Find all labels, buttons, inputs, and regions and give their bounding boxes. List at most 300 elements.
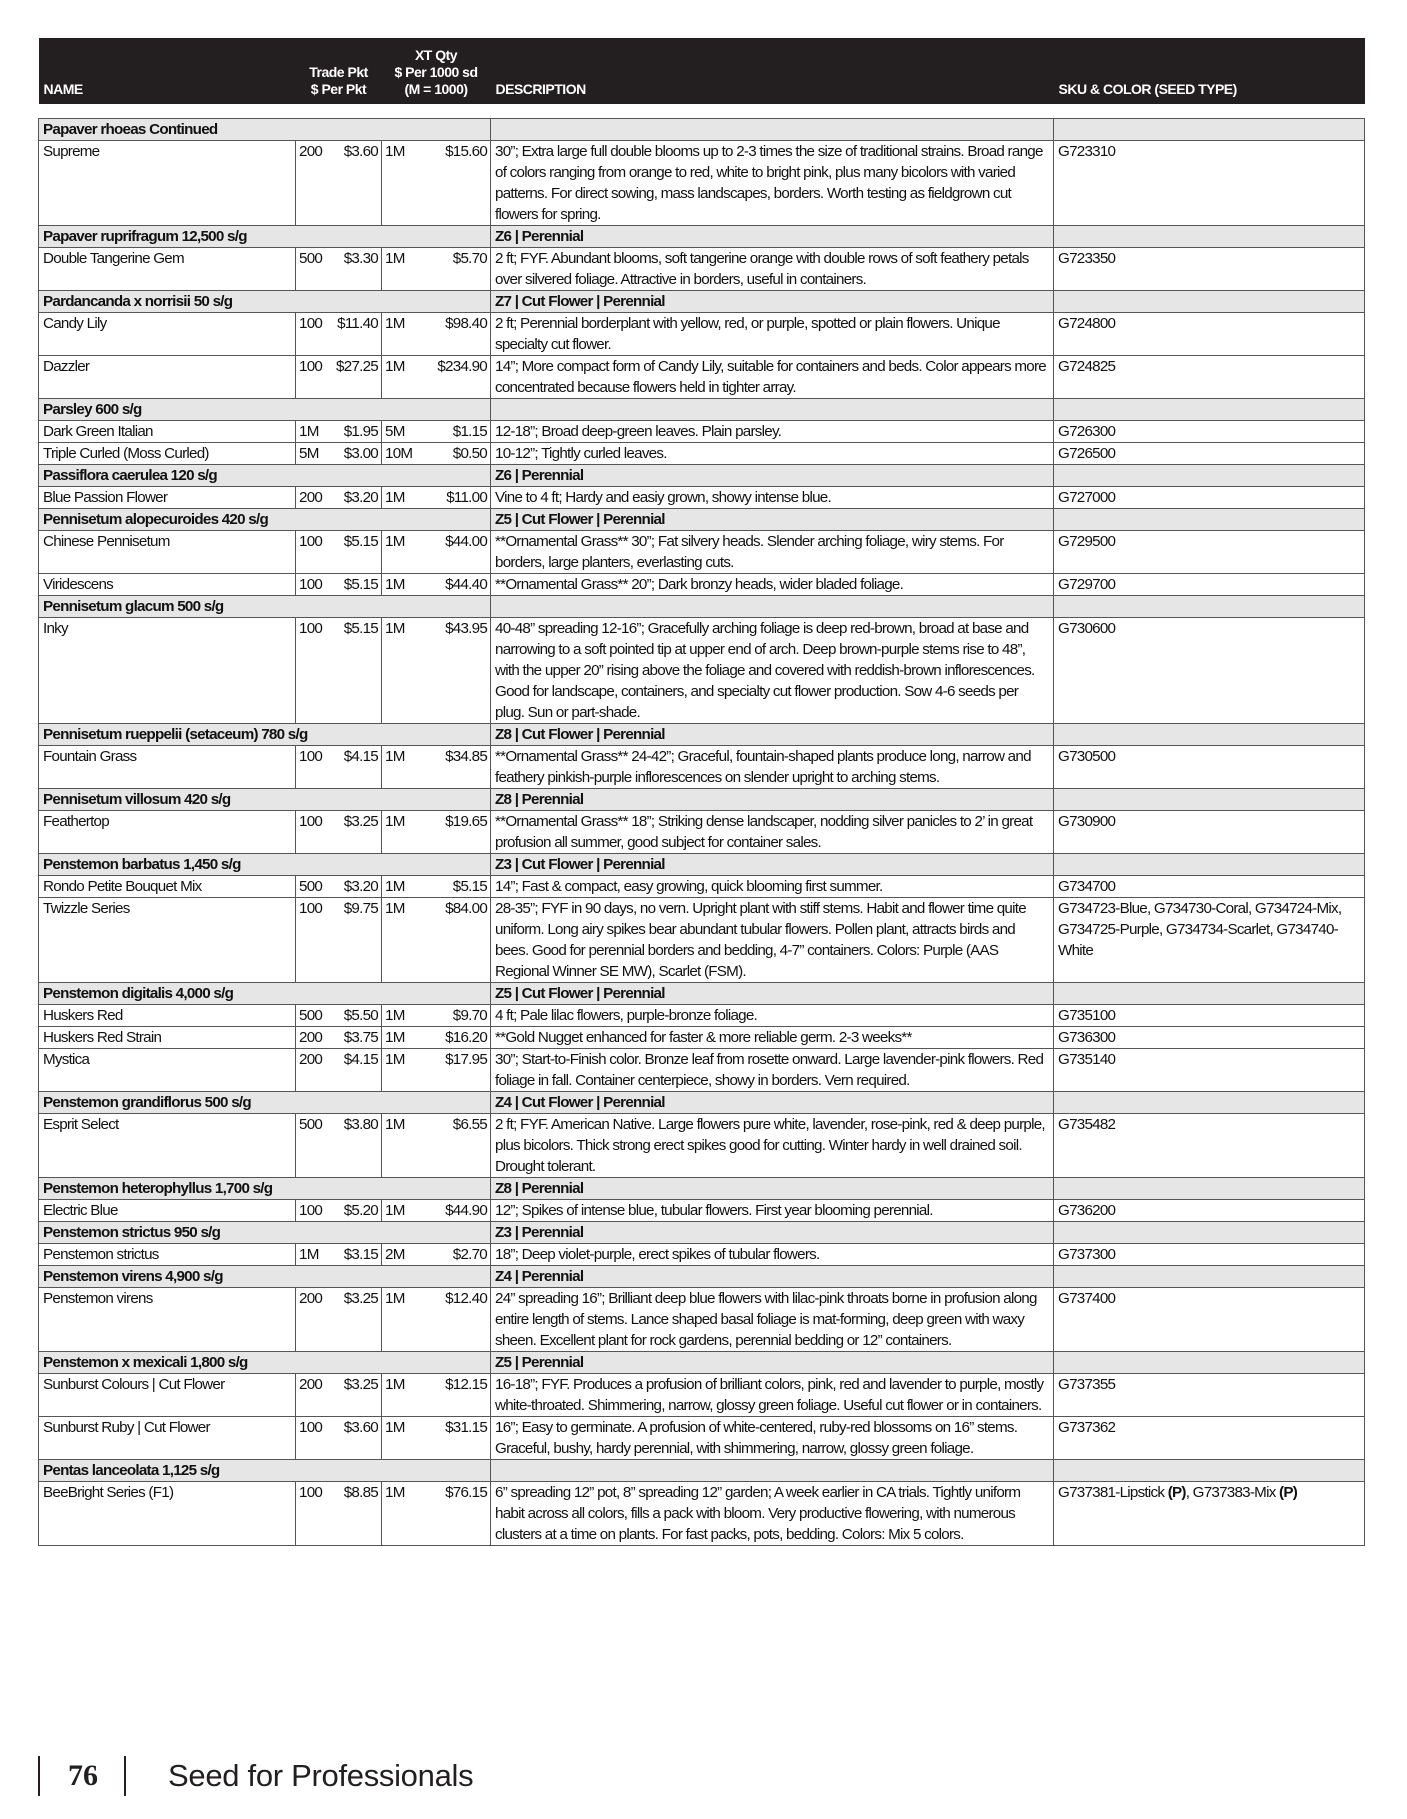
xt-qty: 1M bbox=[382, 897, 422, 982]
sku-text: G727000 bbox=[1058, 488, 1116, 506]
trade-pkt-qty: 200 bbox=[296, 1373, 329, 1416]
xt-qty: 1M bbox=[382, 1199, 422, 1221]
sku-color bbox=[1054, 1416, 1365, 1459]
description: Vine to 4 ft; Hardy and easiy grown, showy intense blue. bbox=[491, 486, 1054, 508]
sku-color bbox=[1054, 420, 1365, 442]
variety-name: Sunburst Ruby | Cut Flower bbox=[39, 1416, 296, 1459]
header-trade-line: Trade Pkt bbox=[309, 64, 368, 80]
xt-price: $17.95 bbox=[422, 1048, 491, 1091]
group-title: Pennisetum alopecuroides 420 s/g bbox=[39, 508, 491, 530]
trade-pkt-price: $8.85 bbox=[329, 1481, 382, 1545]
group-zone: Z5 | Cut Flower | Perennial bbox=[491, 508, 1054, 530]
table-row bbox=[39, 617, 1365, 723]
sku-text: G730500 bbox=[1058, 747, 1116, 765]
xt-qty: 1M bbox=[382, 486, 422, 508]
description: **Gold Nugget enhanced for faster & more reliable germ. 2-3 weeks** bbox=[491, 1026, 1054, 1048]
description: **Ornamental Grass** 24-42”; Graceful, fountain-shaped plants produce long, narrow and feathery pinkish-purple inflorescences on slender upright to arching stems. bbox=[491, 745, 1054, 788]
table-row bbox=[39, 420, 1365, 442]
sku-color bbox=[1054, 617, 1365, 723]
sku-color bbox=[1054, 140, 1365, 225]
description: 12”; Spikes of intense blue, tubular flowers. First year blooming perennial. bbox=[491, 1199, 1054, 1221]
group-sku-spacer bbox=[1054, 723, 1365, 745]
sku-color bbox=[1054, 530, 1365, 573]
variety-name: Esprit Select bbox=[39, 1113, 296, 1177]
table-row bbox=[39, 140, 1365, 225]
sku-text: G726300 bbox=[1058, 422, 1116, 440]
description: **Ornamental Grass** 18”; Striking dense landscaper, nodding silver panicles to 2’ in great profusion all summer, good subject for container sales. bbox=[491, 810, 1054, 853]
xt-qty: 1M bbox=[382, 745, 422, 788]
trade-pkt-price: $3.80 bbox=[329, 1113, 382, 1177]
trade-pkt-qty: 500 bbox=[296, 1113, 329, 1177]
xt-qty: 1M bbox=[382, 810, 422, 853]
group-zone: Z3 | Perennial bbox=[491, 1221, 1054, 1243]
trade-pkt-price: $4.15 bbox=[329, 1048, 382, 1091]
table-row bbox=[39, 1373, 1365, 1416]
xt-price: $76.15 bbox=[422, 1481, 491, 1545]
trade-pkt-qty: 500 bbox=[296, 1004, 329, 1026]
sku-color bbox=[1054, 1243, 1365, 1265]
xt-price: $2.70 bbox=[422, 1243, 491, 1265]
xt-price: $15.60 bbox=[422, 140, 491, 225]
trade-pkt-price: $3.25 bbox=[329, 1373, 382, 1416]
trade-pkt-price: $5.15 bbox=[329, 573, 382, 595]
xt-price: $11.00 bbox=[422, 486, 491, 508]
xt-price: $5.70 bbox=[422, 247, 491, 290]
group-header-row bbox=[39, 1221, 1365, 1243]
seed-type-label: (P) bbox=[1279, 1483, 1298, 1501]
description: 10-12”; Tightly curled leaves. bbox=[491, 442, 1054, 464]
xt-qty: 1M bbox=[382, 1048, 422, 1091]
sku-text: G723350 bbox=[1058, 249, 1116, 267]
table-row bbox=[39, 745, 1365, 788]
group-sku-spacer bbox=[1054, 225, 1365, 247]
catalog-title: Seed for Professionals bbox=[168, 1758, 474, 1793]
sku-color bbox=[1054, 1373, 1365, 1416]
xt-qty: 2M bbox=[382, 1243, 422, 1265]
sku-text: G730900 bbox=[1058, 812, 1116, 830]
group-sku-spacer bbox=[1054, 595, 1365, 617]
header-xt-line: XT Qty bbox=[414, 47, 458, 63]
sku-color bbox=[1054, 1113, 1365, 1177]
xt-qty: 1M bbox=[382, 1004, 422, 1026]
group-sku-spacer bbox=[1054, 788, 1365, 810]
trade-pkt-price: $5.15 bbox=[329, 617, 382, 723]
table-row bbox=[39, 312, 1365, 355]
description: **Ornamental Grass** 20”; Dark bronzy heads, wider bladed foliage. bbox=[491, 573, 1054, 595]
footer-divider bbox=[124, 1756, 126, 1796]
group-header-row bbox=[39, 118, 1365, 140]
xt-qty: 1M bbox=[382, 617, 422, 723]
header-xt-qty bbox=[382, 38, 491, 104]
trade-pkt-qty: 100 bbox=[296, 617, 329, 723]
xt-qty: 1M bbox=[382, 1481, 422, 1545]
table-row bbox=[39, 810, 1365, 853]
variety-name: Dark Green Italian bbox=[39, 420, 296, 442]
group-title: Pennisetum rueppelii (setaceum) 780 s/g bbox=[39, 723, 491, 745]
header-xt-line: (M = 1000) bbox=[404, 81, 468, 97]
group-zone: Z5 | Cut Flower | Perennial bbox=[491, 982, 1054, 1004]
description: 14”; More compact form of Candy Lily, suitable for containers and beds. Color appears more concentrated because flowers held in tighter array. bbox=[491, 355, 1054, 398]
description: **Ornamental Grass** 30”; Fat silvery heads. Slender arching foliage, wiry stems. For borders, large planters, everlasting cuts. bbox=[491, 530, 1054, 573]
trade-pkt-qty: 100 bbox=[296, 1481, 329, 1545]
header-name: NAME bbox=[39, 38, 296, 104]
group-zone bbox=[491, 118, 1054, 140]
group-header-row bbox=[39, 398, 1365, 420]
header-trade-line: $ Per Pkt bbox=[310, 81, 367, 97]
group-zone: Z6 | Perennial bbox=[491, 225, 1054, 247]
trade-pkt-price: $11.40 bbox=[329, 312, 382, 355]
sku-text: G730600 bbox=[1058, 619, 1116, 637]
group-sku-spacer bbox=[1054, 982, 1365, 1004]
description: 24” spreading 16”; Brilliant deep blue flowers with lilac-pink throats borne in profusion along entire length of stems. Lance shaped basal foliage is mat-forming, deep green with waxy sheen. Excellent plant for rock gardens, perennial bedding or 12” containers. bbox=[491, 1287, 1054, 1351]
xt-price: $98.40 bbox=[422, 312, 491, 355]
variety-name: Electric Blue bbox=[39, 1199, 296, 1221]
group-header-row bbox=[39, 1177, 1365, 1199]
table-body bbox=[39, 104, 1365, 1545]
sku-text: G736300 bbox=[1058, 1028, 1116, 1046]
trade-pkt-qty: 200 bbox=[296, 140, 329, 225]
trade-pkt-qty: 500 bbox=[296, 247, 329, 290]
group-zone: Z8 | Perennial bbox=[491, 1177, 1054, 1199]
group-title: Penstemon virens 4,900 s/g bbox=[39, 1265, 491, 1287]
sku-text: G724825 bbox=[1058, 357, 1116, 375]
trade-pkt-qty: 200 bbox=[296, 1026, 329, 1048]
sku-color bbox=[1054, 486, 1365, 508]
sku-color bbox=[1054, 897, 1365, 982]
variety-name: BeeBright Series (F1) bbox=[39, 1481, 296, 1545]
trade-pkt-price: $3.20 bbox=[329, 875, 382, 897]
group-header-row bbox=[39, 464, 1365, 486]
xt-price: $12.40 bbox=[422, 1287, 491, 1351]
page-number: 76 bbox=[68, 1759, 98, 1792]
table-row bbox=[39, 1199, 1365, 1221]
header-trade-pkt bbox=[296, 38, 382, 104]
sku-text: G729500 bbox=[1058, 532, 1116, 550]
table-row bbox=[39, 530, 1365, 573]
sku-color bbox=[1054, 1481, 1365, 1545]
group-sku-spacer bbox=[1054, 464, 1365, 486]
trade-pkt-qty: 100 bbox=[296, 1416, 329, 1459]
group-sku-spacer bbox=[1054, 1177, 1365, 1199]
group-zone: Z5 | Perennial bbox=[491, 1351, 1054, 1373]
variety-name: Blue Passion Flower bbox=[39, 486, 296, 508]
variety-name: Chinese Pennisetum bbox=[39, 530, 296, 573]
variety-name: Rondo Petite Bouquet Mix bbox=[39, 875, 296, 897]
description: 40-48” spreading 12-16”; Gracefully arching foliage is deep red-brown, broad at base and narrowing to a soft pointed tip at upper end of arch. Deep brown-purple stems rise to 48”, with the upper 20” rising above the foliage and covered with reddish-brown inflorescences. Good for landscape, containers, and specialty cut flower production. Sow 4-6 seeds per plug. Sun or part-shade. bbox=[491, 617, 1054, 723]
sku-text: G735100 bbox=[1058, 1006, 1116, 1024]
description: 2 ft; FYF. Abundant blooms, soft tangerine orange with double rows of soft feathery petals over silvered foliage. Attractive in borders, useful in containers. bbox=[491, 247, 1054, 290]
sku-color bbox=[1054, 442, 1365, 464]
group-title: Pennisetum glacum 500 s/g bbox=[39, 595, 491, 617]
sku-text: G726500 bbox=[1058, 444, 1116, 462]
group-title: Parsley 600 s/g bbox=[39, 398, 491, 420]
trade-pkt-price: $3.30 bbox=[329, 247, 382, 290]
variety-name: Sunburst Colours | Cut Flower bbox=[39, 1373, 296, 1416]
table-row bbox=[39, 1048, 1365, 1091]
sku-color bbox=[1054, 247, 1365, 290]
sku-text: G735140 bbox=[1058, 1050, 1116, 1068]
sku-text: G737300 bbox=[1058, 1245, 1116, 1263]
xt-price: $43.95 bbox=[422, 617, 491, 723]
group-zone: Z3 | Cut Flower | Perennial bbox=[491, 853, 1054, 875]
xt-qty: 1M bbox=[382, 530, 422, 573]
table-row bbox=[39, 875, 1365, 897]
trade-pkt-price: $5.20 bbox=[329, 1199, 382, 1221]
trade-pkt-price: $5.50 bbox=[329, 1004, 382, 1026]
group-title: Passiflora caerulea 120 s/g bbox=[39, 464, 491, 486]
variety-name: Double Tangerine Gem bbox=[39, 247, 296, 290]
variety-name: Candy Lily bbox=[39, 312, 296, 355]
sku-color bbox=[1054, 573, 1365, 595]
description: 18”; Deep violet-purple, erect spikes of tubular flowers. bbox=[491, 1243, 1054, 1265]
variety-name: Viridescens bbox=[39, 573, 296, 595]
group-sku-spacer bbox=[1054, 853, 1365, 875]
sku-text: G724800 bbox=[1058, 314, 1116, 332]
xt-price: $84.00 bbox=[422, 897, 491, 982]
table-row bbox=[39, 247, 1365, 290]
group-header-row bbox=[39, 290, 1365, 312]
table-row bbox=[39, 1026, 1365, 1048]
xt-price: $0.50 bbox=[422, 442, 491, 464]
group-sku-spacer bbox=[1054, 290, 1365, 312]
sku-color bbox=[1054, 1199, 1365, 1221]
description: 2 ft; FYF. American Native. Large flowers pure white, lavender, rose-pink, red & deep purple, plus bicolors. Thick strong erect spikes good for cutting. Winter hardy in well drained soil. Drought tolerant. bbox=[491, 1113, 1054, 1177]
group-title: Penstemon strictus 950 s/g bbox=[39, 1221, 491, 1243]
xt-price: $6.55 bbox=[422, 1113, 491, 1177]
description: 4 ft; Pale lilac flowers, purple-bronze foliage. bbox=[491, 1004, 1054, 1026]
group-header-row bbox=[39, 1265, 1365, 1287]
trade-pkt-qty: 200 bbox=[296, 1287, 329, 1351]
table-row bbox=[39, 1243, 1365, 1265]
group-zone: Z6 | Perennial bbox=[491, 464, 1054, 486]
xt-price: $234.90 bbox=[422, 355, 491, 398]
trade-pkt-qty: 500 bbox=[296, 875, 329, 897]
group-sku-spacer bbox=[1054, 1265, 1365, 1287]
description: 28-35”; FYF in 90 days, no vern. Upright plant with stiff stems. Habit and flower time quite uniform. Long airy spikes bear abundant tubular flowers. Pollen plant, attracts birds and bees. Good for perennial borders and bedding, 4-7” containers. Colors: Purple (AAS Regional Winner SE MW), Scarlet (FSM). bbox=[491, 897, 1054, 982]
xt-price: $16.20 bbox=[422, 1026, 491, 1048]
group-title: Pardancanda x norrisii 50 s/g bbox=[39, 290, 491, 312]
trade-pkt-price: $3.60 bbox=[329, 140, 382, 225]
xt-qty: 1M bbox=[382, 875, 422, 897]
xt-price: $34.85 bbox=[422, 745, 491, 788]
trade-pkt-qty: 100 bbox=[296, 355, 329, 398]
trade-pkt-price: $5.15 bbox=[329, 530, 382, 573]
xt-qty: 1M bbox=[382, 1287, 422, 1351]
table-row bbox=[39, 1416, 1365, 1459]
xt-price: $44.00 bbox=[422, 530, 491, 573]
variety-name: Dazzler bbox=[39, 355, 296, 398]
xt-qty: 10M bbox=[382, 442, 422, 464]
trade-pkt-qty: 1M bbox=[296, 1243, 329, 1265]
variety-name: Feathertop bbox=[39, 810, 296, 853]
table-row bbox=[39, 1004, 1365, 1026]
variety-name: Fountain Grass bbox=[39, 745, 296, 788]
sku-color bbox=[1054, 810, 1365, 853]
group-title: Pentas lanceolata 1,125 s/g bbox=[39, 1459, 491, 1481]
sku-color bbox=[1054, 1026, 1365, 1048]
description: 12-18”; Broad deep-green leaves. Plain parsley. bbox=[491, 420, 1054, 442]
description: 2 ft; Perennial borderplant with yellow, red, or purple, spotted or plain flowers. Unique specialty cut flower. bbox=[491, 312, 1054, 355]
group-zone: Z4 | Perennial bbox=[491, 1265, 1054, 1287]
variety-name: Penstemon virens bbox=[39, 1287, 296, 1351]
description: 30”; Start-to-Finish color. Bronze leaf from rosette onward. Large lavender-pink flowers. Red foliage in fall. Container centerpiece, showy in borders. Vern required. bbox=[491, 1048, 1054, 1091]
group-sku-spacer bbox=[1054, 1221, 1365, 1243]
table-row bbox=[39, 1287, 1365, 1351]
xt-price: $12.15 bbox=[422, 1373, 491, 1416]
group-zone: Z7 | Cut Flower | Perennial bbox=[491, 290, 1054, 312]
group-sku-spacer bbox=[1054, 1459, 1365, 1481]
price-list-sheet bbox=[38, 38, 1364, 1546]
xt-qty: 1M bbox=[382, 140, 422, 225]
sku-text: G737355 bbox=[1058, 1375, 1116, 1393]
group-sku-spacer bbox=[1054, 1351, 1365, 1373]
table-row bbox=[39, 1113, 1365, 1177]
trade-pkt-price: $4.15 bbox=[329, 745, 382, 788]
description: 6” spreading 12” pot, 8” spreading 12” garden; A week earlier in CA trials. Tightly uniform habit across all colors, fills a pack with bloom. Very productive flowering, with numerous clusters at a time on plants. For fast packs, pots, bedding. Colors: Mix 5 colors. bbox=[491, 1481, 1054, 1545]
group-title: Penstemon barbatus 1,450 s/g bbox=[39, 853, 491, 875]
variety-name: Twizzle Series bbox=[39, 897, 296, 982]
variety-name: Huskers Red Strain bbox=[39, 1026, 296, 1048]
price-table bbox=[38, 38, 1365, 1546]
sku-text: G737362 bbox=[1058, 1418, 1116, 1436]
group-title: Papaver ruprifragum 12,500 s/g bbox=[39, 225, 491, 247]
sku-color bbox=[1054, 745, 1365, 788]
sku-color bbox=[1054, 355, 1365, 398]
group-title: Pennisetum villosum 420 s/g bbox=[39, 788, 491, 810]
group-header-row bbox=[39, 982, 1365, 1004]
page-footer bbox=[38, 1756, 473, 1796]
table-row bbox=[39, 442, 1365, 464]
trade-pkt-price: $3.75 bbox=[329, 1026, 382, 1048]
group-header-row bbox=[39, 595, 1365, 617]
sku-text: G736200 bbox=[1058, 1201, 1116, 1219]
trade-pkt-qty: 100 bbox=[296, 745, 329, 788]
header-gap bbox=[39, 104, 1365, 118]
trade-pkt-price: $3.25 bbox=[329, 1287, 382, 1351]
sku-text: G734723-Blue, G734730-Coral, G734724-Mix, G734725-Purple, G734734-Scarlet, G734740-White bbox=[1058, 899, 1342, 959]
group-header-row bbox=[39, 723, 1365, 745]
trade-pkt-price: $1.95 bbox=[329, 420, 382, 442]
sku-text: G734700 bbox=[1058, 877, 1116, 895]
group-sku-spacer bbox=[1054, 508, 1365, 530]
xt-price: $44.90 bbox=[422, 1199, 491, 1221]
trade-pkt-qty: 100 bbox=[296, 810, 329, 853]
trade-pkt-price: $3.15 bbox=[329, 1243, 382, 1265]
group-sku-spacer bbox=[1054, 1091, 1365, 1113]
description: 14”; Fast & compact, easy growing, quick blooming first summer. bbox=[491, 875, 1054, 897]
group-zone bbox=[491, 595, 1054, 617]
sku-text: G737381-Lipstick bbox=[1058, 1483, 1168, 1501]
group-title: Penstemon heterophyllus 1,700 s/g bbox=[39, 1177, 491, 1199]
group-header-row bbox=[39, 853, 1365, 875]
description: 30”; Extra large full double blooms up to 2-3 times the size of traditional strains. Broad range of colors ranging from orange to red, white to bright pink, plus many bicolors with varied patterns. For direct sowing, mass landscapes, borders. Worth testing as fieldgrown cut flowers for spring. bbox=[491, 140, 1054, 225]
group-header-row bbox=[39, 1091, 1365, 1113]
table-row bbox=[39, 355, 1365, 398]
group-zone bbox=[491, 1459, 1054, 1481]
variety-name: Supreme bbox=[39, 140, 296, 225]
header-gap-cell bbox=[39, 104, 1365, 118]
trade-pkt-qty: 200 bbox=[296, 1048, 329, 1091]
xt-qty: 1M bbox=[382, 355, 422, 398]
sku-color bbox=[1054, 1004, 1365, 1026]
sku-color bbox=[1054, 1048, 1365, 1091]
description: 16”; Easy to germinate. A profusion of white-centered, ruby-red blossoms on 16” stems. Graceful, bushy, hardy perennial, with shimmering, narrow, glossy green foliage. bbox=[491, 1416, 1054, 1459]
footer-divider bbox=[38, 1756, 40, 1796]
group-title: Papaver rhoeas Continued bbox=[39, 118, 491, 140]
xt-price: $9.70 bbox=[422, 1004, 491, 1026]
group-header-row bbox=[39, 1351, 1365, 1373]
sku-color bbox=[1054, 875, 1365, 897]
group-header-row bbox=[39, 788, 1365, 810]
xt-price: $5.15 bbox=[422, 875, 491, 897]
table-row bbox=[39, 573, 1365, 595]
xt-qty: 1M bbox=[382, 247, 422, 290]
group-sku-spacer bbox=[1054, 118, 1365, 140]
trade-pkt-qty: 100 bbox=[296, 530, 329, 573]
group-title: Penstemon grandiflorus 500 s/g bbox=[39, 1091, 491, 1113]
group-zone: Z4 | Cut Flower | Perennial bbox=[491, 1091, 1054, 1113]
description: 16-18”; FYF. Produces a profusion of brilliant colors, pink, red and lavender to purple, mostly white-throated. Shimmering, narrow, glossy green foliage. Useful cut flower or in containers. bbox=[491, 1373, 1054, 1416]
variety-name: Inky bbox=[39, 617, 296, 723]
header-xt-line: $ Per 1000 sd bbox=[394, 64, 478, 80]
group-zone bbox=[491, 398, 1054, 420]
group-title: Penstemon digitalis 4,000 s/g bbox=[39, 982, 491, 1004]
trade-pkt-price: $3.25 bbox=[329, 810, 382, 853]
sku-text: G729700 bbox=[1058, 575, 1116, 593]
trade-pkt-qty: 5M bbox=[296, 442, 329, 464]
xt-price: $31.15 bbox=[422, 1416, 491, 1459]
trade-pkt-price: $3.60 bbox=[329, 1416, 382, 1459]
sku-text: G737400 bbox=[1058, 1289, 1116, 1307]
xt-price: $19.65 bbox=[422, 810, 491, 853]
seed-type-label: (P) bbox=[1167, 1483, 1186, 1501]
group-zone: Z8 | Perennial bbox=[491, 788, 1054, 810]
trade-pkt-price: $9.75 bbox=[329, 897, 382, 982]
trade-pkt-qty: 1M bbox=[296, 420, 329, 442]
trade-pkt-qty: 100 bbox=[296, 312, 329, 355]
xt-qty: 1M bbox=[382, 1416, 422, 1459]
group-zone: Z8 | Cut Flower | Perennial bbox=[491, 723, 1054, 745]
header-sku: SKU & COLOR (SEED TYPE) bbox=[1054, 38, 1365, 104]
header-description: DESCRIPTION bbox=[491, 38, 1054, 104]
trade-pkt-price: $3.00 bbox=[329, 442, 382, 464]
trade-pkt-qty: 100 bbox=[296, 573, 329, 595]
sku-text: , G737383-Mix bbox=[1185, 1483, 1280, 1501]
sku-text: G723310 bbox=[1058, 142, 1116, 160]
xt-qty: 5M bbox=[382, 420, 422, 442]
trade-pkt-qty: 100 bbox=[296, 897, 329, 982]
xt-price: $1.15 bbox=[422, 420, 491, 442]
table-header bbox=[39, 38, 1365, 104]
trade-pkt-qty: 100 bbox=[296, 1199, 329, 1221]
xt-qty: 1M bbox=[382, 1113, 422, 1177]
xt-qty: 1M bbox=[382, 573, 422, 595]
group-header-row bbox=[39, 1459, 1365, 1481]
group-header-row bbox=[39, 225, 1365, 247]
xt-qty: 1M bbox=[382, 312, 422, 355]
xt-qty: 1M bbox=[382, 1373, 422, 1416]
sku-color bbox=[1054, 1287, 1365, 1351]
table-row bbox=[39, 1481, 1365, 1545]
sku-color bbox=[1054, 312, 1365, 355]
variety-name: Triple Curled (Moss Curled) bbox=[39, 442, 296, 464]
trade-pkt-price: $3.20 bbox=[329, 486, 382, 508]
trade-pkt-qty: 200 bbox=[296, 486, 329, 508]
group-header-row bbox=[39, 508, 1365, 530]
sku-text: G735482 bbox=[1058, 1115, 1116, 1133]
group-title: Penstemon x mexicali 1,800 s/g bbox=[39, 1351, 491, 1373]
variety-name: Mystica bbox=[39, 1048, 296, 1091]
